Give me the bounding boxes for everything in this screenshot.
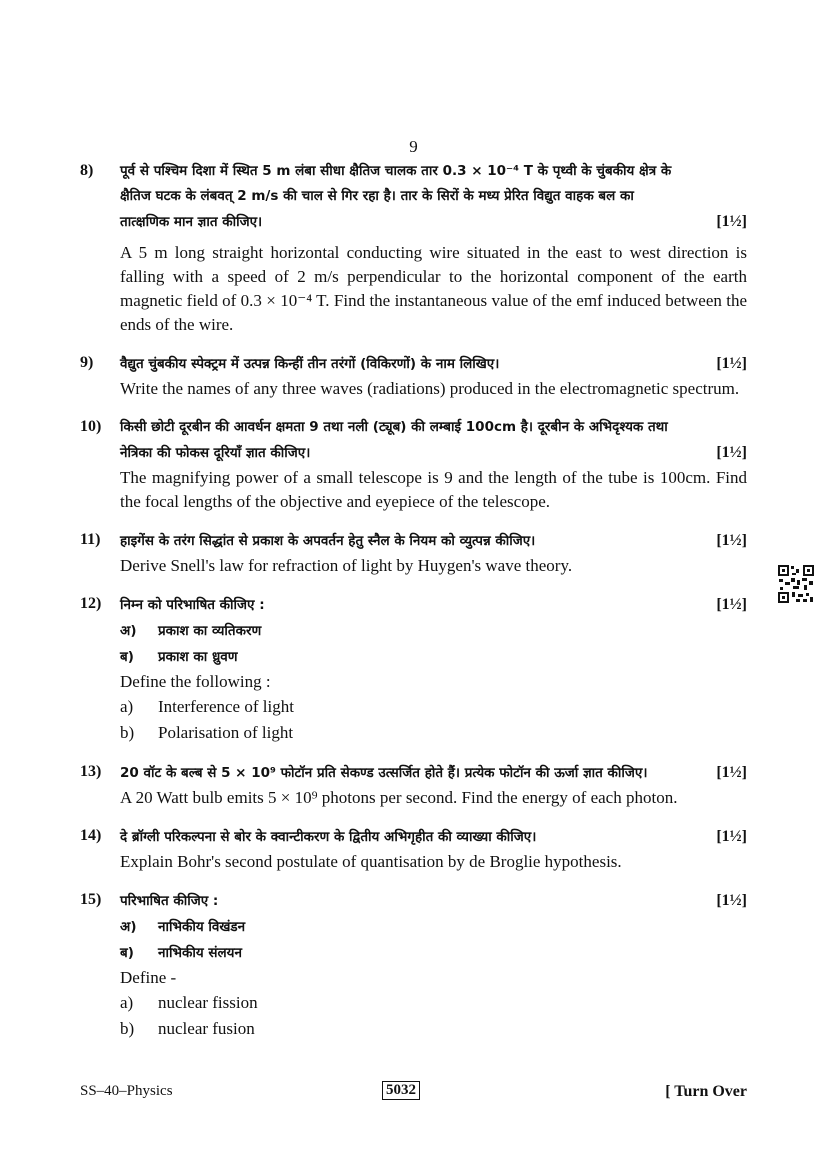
sub-item bbox=[120, 720, 747, 746]
sub-label: अ) bbox=[120, 919, 137, 935]
marks-label: [1½] bbox=[716, 764, 747, 781]
sub-label: अ) bbox=[120, 623, 137, 639]
question-english: Derive Snell's law for refraction of light by Huygen's wave theory. bbox=[120, 556, 573, 575]
question-list bbox=[80, 159, 747, 1056]
question-11 bbox=[80, 528, 747, 578]
question-english: A 20 Watt bulb emits 5 × 10⁹ photons per second. Find the energy of each photon. bbox=[120, 788, 678, 807]
page-footer bbox=[80, 1081, 747, 1103]
sub-text: प्रकाश का व्यतिकरण bbox=[158, 623, 262, 639]
sub-item bbox=[120, 644, 747, 670]
qr-code-icon bbox=[777, 564, 815, 604]
question-10 bbox=[80, 415, 747, 514]
question-number: 15) bbox=[80, 891, 102, 908]
sub-label: ब) bbox=[120, 649, 134, 665]
question-number: 13) bbox=[80, 763, 102, 780]
hindi-line: पूर्व से पश्चिम दिशा में स्थित 5 m लंबा सीधा क्षैतिज चालक तार 0.3 × 10⁻⁴ T के पृथ्वी के चुंबकीय क्षेत्र के bbox=[120, 163, 672, 179]
sub-item bbox=[120, 990, 747, 1016]
question-english: A 5 m long straight horizontal conducting wire situated in the east to west direction is falling with a speed of 2 m/s perpendicular to the horizontal component of the earth magnetic field of 0.3 × 10⁻⁴ T. Find the instantaneous value of the emf induced between the ends of the wire. bbox=[120, 243, 747, 334]
question-english: Explain Bohr's second postulate of quantisation by de Broglie hypothesis. bbox=[120, 852, 622, 871]
page-number: 9 bbox=[409, 137, 418, 156]
paper-code: SS–40–Physics bbox=[80, 1083, 173, 1099]
question-number: 10) bbox=[80, 418, 102, 435]
marks-label: [1½] bbox=[716, 892, 747, 909]
question-english: Define the following : bbox=[120, 672, 271, 691]
question-english: Define - bbox=[120, 968, 177, 987]
hindi-line: क्षैतिज घटक के लंबवत् 2 m/s की चाल से गिर रहा है। तार के सिरों के मध्य प्रेरित विद्युत वाहक बल का bbox=[120, 188, 634, 204]
sub-text: Polarisation of light bbox=[158, 723, 294, 742]
sub-item bbox=[120, 618, 747, 644]
question-12 bbox=[80, 592, 747, 746]
question-9 bbox=[80, 351, 747, 401]
question-hindi: हाइगेंस के तरंग सिद्धांत से प्रकाश के अपवर्तन हेतु स्नैल के नियम को व्युत्पन्न कीजिए। bbox=[120, 533, 536, 549]
question-8 bbox=[80, 159, 747, 337]
question-hindi: निम्न को परिभाषित कीजिए : bbox=[120, 597, 265, 613]
question-hindi bbox=[120, 159, 747, 235]
question-hindi: वैद्युत चुंबकीय स्पेक्ट्रम में उत्पन्न किन्हीं तीन तरंगों (विकिरणों) के नाम लिखिए। bbox=[120, 356, 500, 372]
sub-item bbox=[120, 694, 747, 720]
question-number: 14) bbox=[80, 827, 102, 844]
sub-label: a) bbox=[120, 993, 134, 1012]
question-15 bbox=[80, 888, 747, 1042]
marks-label: [1½] bbox=[716, 213, 747, 230]
question-number: 8) bbox=[80, 162, 94, 179]
marks-label: [1½] bbox=[716, 532, 747, 549]
sub-text: नाभिकीय संलयन bbox=[158, 945, 242, 961]
sub-label: ब) bbox=[120, 945, 134, 961]
question-hindi: 20 वॉट के बल्ब से 5 × 10⁹ फोटॉन प्रति सेकण्ड उत्सर्जित होते हैं। प्रत्येक फोटॉन की ऊर्जा ज्ञात कीजिए। bbox=[120, 765, 648, 781]
question-hindi: परिभाषित कीजिए : bbox=[120, 893, 219, 909]
question-number: 12) bbox=[80, 595, 102, 612]
sub-text: nuclear fission bbox=[158, 993, 258, 1012]
marks-label: [1½] bbox=[716, 355, 747, 372]
marks-label: [1½] bbox=[716, 828, 747, 845]
question-14 bbox=[80, 824, 747, 874]
hindi-line: तात्क्षणिक मान ज्ञात कीजिए। bbox=[120, 214, 263, 230]
sub-text: प्रकाश का ध्रुवण bbox=[158, 649, 238, 665]
sub-text: Interference of light bbox=[158, 697, 294, 716]
sub-label: a) bbox=[120, 697, 134, 716]
sub-label: b) bbox=[120, 723, 135, 742]
marks-label: [1½] bbox=[716, 444, 747, 461]
question-13 bbox=[80, 760, 747, 810]
marks-label: [1½] bbox=[716, 596, 747, 613]
question-english: Write the names of any three waves (radiations) produced in the electromagnetic spectrum. bbox=[120, 379, 740, 398]
sub-text: नाभिकीय विखंडन bbox=[158, 919, 246, 935]
question-number: 11) bbox=[80, 531, 101, 548]
sub-text: nuclear fusion bbox=[158, 1019, 255, 1038]
exam-code-box: 5032 bbox=[382, 1081, 420, 1100]
hindi-line: किसी छोटी दूरबीन की आवर्धन क्षमता 9 तथा नली (ट्यूब) की लम्बाई 100cm है। दूरबीन के अभिदृश्यक तथा bbox=[120, 419, 668, 435]
turn-over-label: [ Turn Over bbox=[665, 1083, 747, 1100]
hindi-line: नेत्रिका की फोकस दूरियाँ ज्ञात कीजिए। bbox=[120, 445, 311, 461]
sub-item bbox=[120, 1016, 747, 1042]
question-english: The magnifying power of a small telescope is 9 and the length of the tube is 100cm. Find the focal lengths of the objective and eyepiece of the telescope. bbox=[120, 468, 747, 511]
sub-item bbox=[120, 914, 747, 940]
sub-item bbox=[120, 940, 747, 966]
question-hindi: दे ब्रॉग्ली परिकल्पना से बोर के क्वान्टीकरण के द्वितीय अभिगृहीत की व्याख्या कीजिए। bbox=[120, 829, 537, 845]
question-number: 9) bbox=[80, 354, 94, 371]
sub-label: b) bbox=[120, 1019, 135, 1038]
